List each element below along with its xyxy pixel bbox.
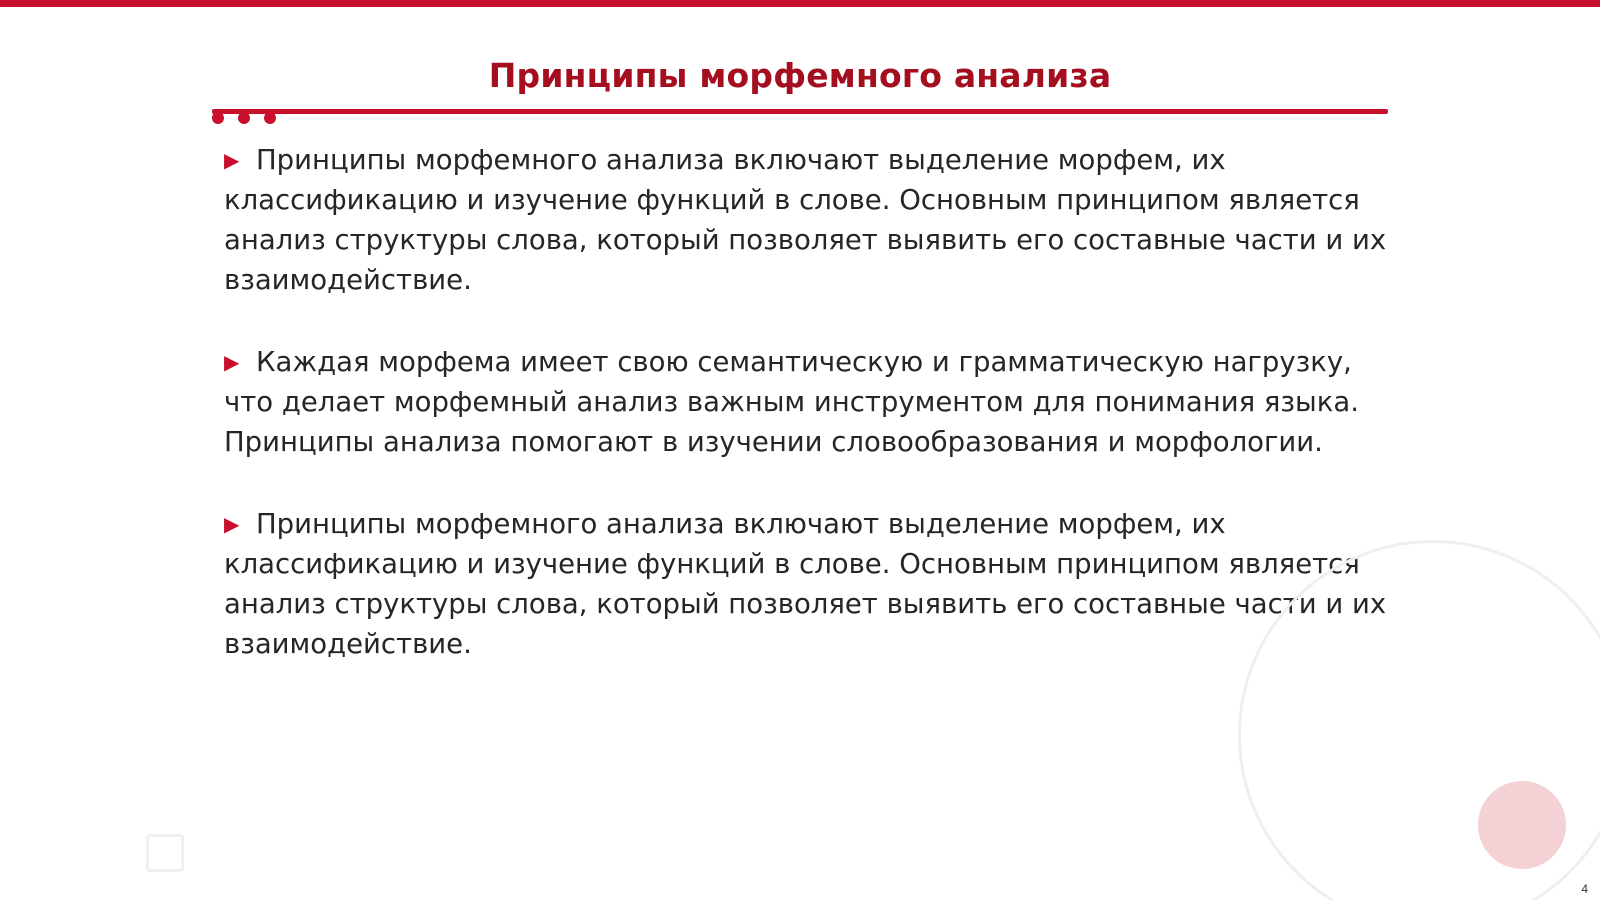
title-underline: [212, 109, 1388, 114]
decor-dot: [264, 112, 276, 124]
slide-title: Принципы морфемного анализа: [488, 56, 1112, 95]
decor-square-outline: [146, 834, 184, 872]
triangle-right-icon: ▶: [224, 148, 240, 172]
bullet-item: [224, 342, 1394, 462]
bullet-item: [224, 140, 1394, 300]
top-accent-bar: [0, 0, 1600, 7]
page-number: 4: [1581, 882, 1588, 896]
decor-dot: [238, 112, 250, 124]
decor-dot: [212, 112, 224, 124]
bullet-text: Принципы морфемного анализа включают выделение морфем, их классификацию и изучение функций в слове. Основным принципом является анализ структуры слова, который позволяет выявить его составные части и их взаимодействие.: [224, 144, 1387, 296]
bullet-text: Принципы морфемного анализа включают выделение морфем, их классификацию и изучение функций в слове. Основным принципом является анализ структуры слова, который позволяет выявить его составные части и их взаимодействие.: [224, 508, 1387, 660]
decor-circle-filled: [1478, 781, 1566, 869]
triangle-right-icon: ▶: [224, 350, 240, 374]
bullet-item: [224, 504, 1394, 664]
bullet-text: Каждая морфема имеет свою семантическую и грамматическую нагрузку, что делает морфемный анализ важным инструментом для понимания языка. Принципы анализа помогают в изучении словообразования и морфологии.: [224, 346, 1359, 458]
triangle-right-icon: ▶: [224, 512, 240, 536]
